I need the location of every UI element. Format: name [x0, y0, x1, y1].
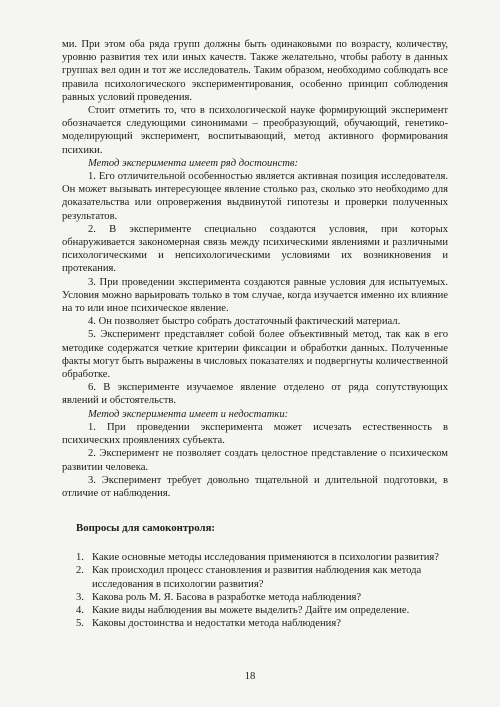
paragraph: 1. При проведении эксперимента может исчезать естественность в психических проявлениях субъекта.	[62, 421, 448, 447]
paragraph: 1. Его отличительной особенностью является активная позиция исследователя. Он может вызывать интересующее явление столько раз, сколько это необходимо для доказательства или опровержения выдвинутой гипотезы и проверки полученных результатов.	[62, 171, 448, 222]
paragraph: ми. При этом оба ряда групп должны быть одинаковыми по возрасту, количеству, уровню развития тех или иных качеств. Также желательно, чтобы работу в данных группах вел один и тот же исследователь. Таким образом, необходимо соблюдать все правила психологического экспериментирования, особенно принцип соблюдения равных условий проведения.	[62, 39, 448, 103]
question-item	[62, 604, 448, 617]
paragraph: 2. Эксперимент не позволяет создать целостное представление о психическом развитии человека.	[62, 448, 448, 473]
paragraph: 6. В эксперименте изучаемое явление отделено от ряда сопутствующих явлений и обстоятельств.	[62, 382, 448, 407]
paragraph: 4. Он позволяет быстро собрать достаточный фактический материал.	[88, 316, 401, 328]
paragraph: 3. При проведении эксперимента создаются равные условия для испытуемых. Условия можно варьировать только в том случае, когда изучается именно их влияние на то или иное психическое явление.	[62, 276, 448, 315]
question-text: Какие виды наблюдения вы можете выделить? Дайте им определение.	[92, 604, 410, 616]
question-item	[62, 551, 448, 564]
section-title: Вопросы для самоконтроля:	[76, 522, 216, 535]
question-number: 2.	[76, 565, 84, 577]
question-item	[62, 591, 448, 604]
question-text: Каковы достоинства и недостатки метода наблюдения?	[92, 618, 341, 630]
question-text: Какова роль М. Я. Басова в разработке метода наблюдения?	[92, 591, 362, 603]
question-number: 5.	[76, 618, 84, 630]
subheading-paragraph: Метод эксперимента имеет ряд достоинств:	[88, 157, 299, 169]
body-text	[62, 38, 448, 500]
question-text: Какие основные методы исследования применяются в психологии развития?	[92, 552, 439, 564]
question-number: 4.	[76, 604, 84, 616]
paragraph: Стоит отметить то, что в психологической науке формирующий эксперимент обозначается следующими синонимами – преобразующий, обучающий, генетико-моделирующий эксперимент, воспитывающий, метод активного формирования психики.	[62, 105, 448, 156]
paragraph: 5. Эксперимент представляет собой более объективный метод, так как в его методике содержатся четкие критерии фиксации и обработки данных. Полученные факты могут быть выражены в числовых показателях и подвергнуты количественной обработке.	[62, 329, 448, 381]
question-text: Как происходил процесс становления и развития наблюдения как метода исследования в психологии развития?	[92, 565, 422, 590]
question-number: 1.	[76, 552, 84, 564]
paragraph: 2. В эксперименте специально создаются условия, при которых обнаруживается закономерная связь между психическими явлениями и различными психологическими и непсихологическими условиями их возникновения и протекания.	[62, 223, 448, 275]
question-item	[62, 564, 448, 590]
question-number: 3.	[76, 591, 84, 603]
subheading-paragraph: Метод эксперимента имеет и недостатки:	[88, 408, 289, 420]
paragraph: 3. Эксперимент требует довольно тщательной и длительной подготовки, в отличие от наблюдения.	[62, 474, 448, 499]
questions-list	[62, 551, 448, 630]
page-number: 18	[244, 671, 256, 682]
question-item	[62, 617, 448, 630]
